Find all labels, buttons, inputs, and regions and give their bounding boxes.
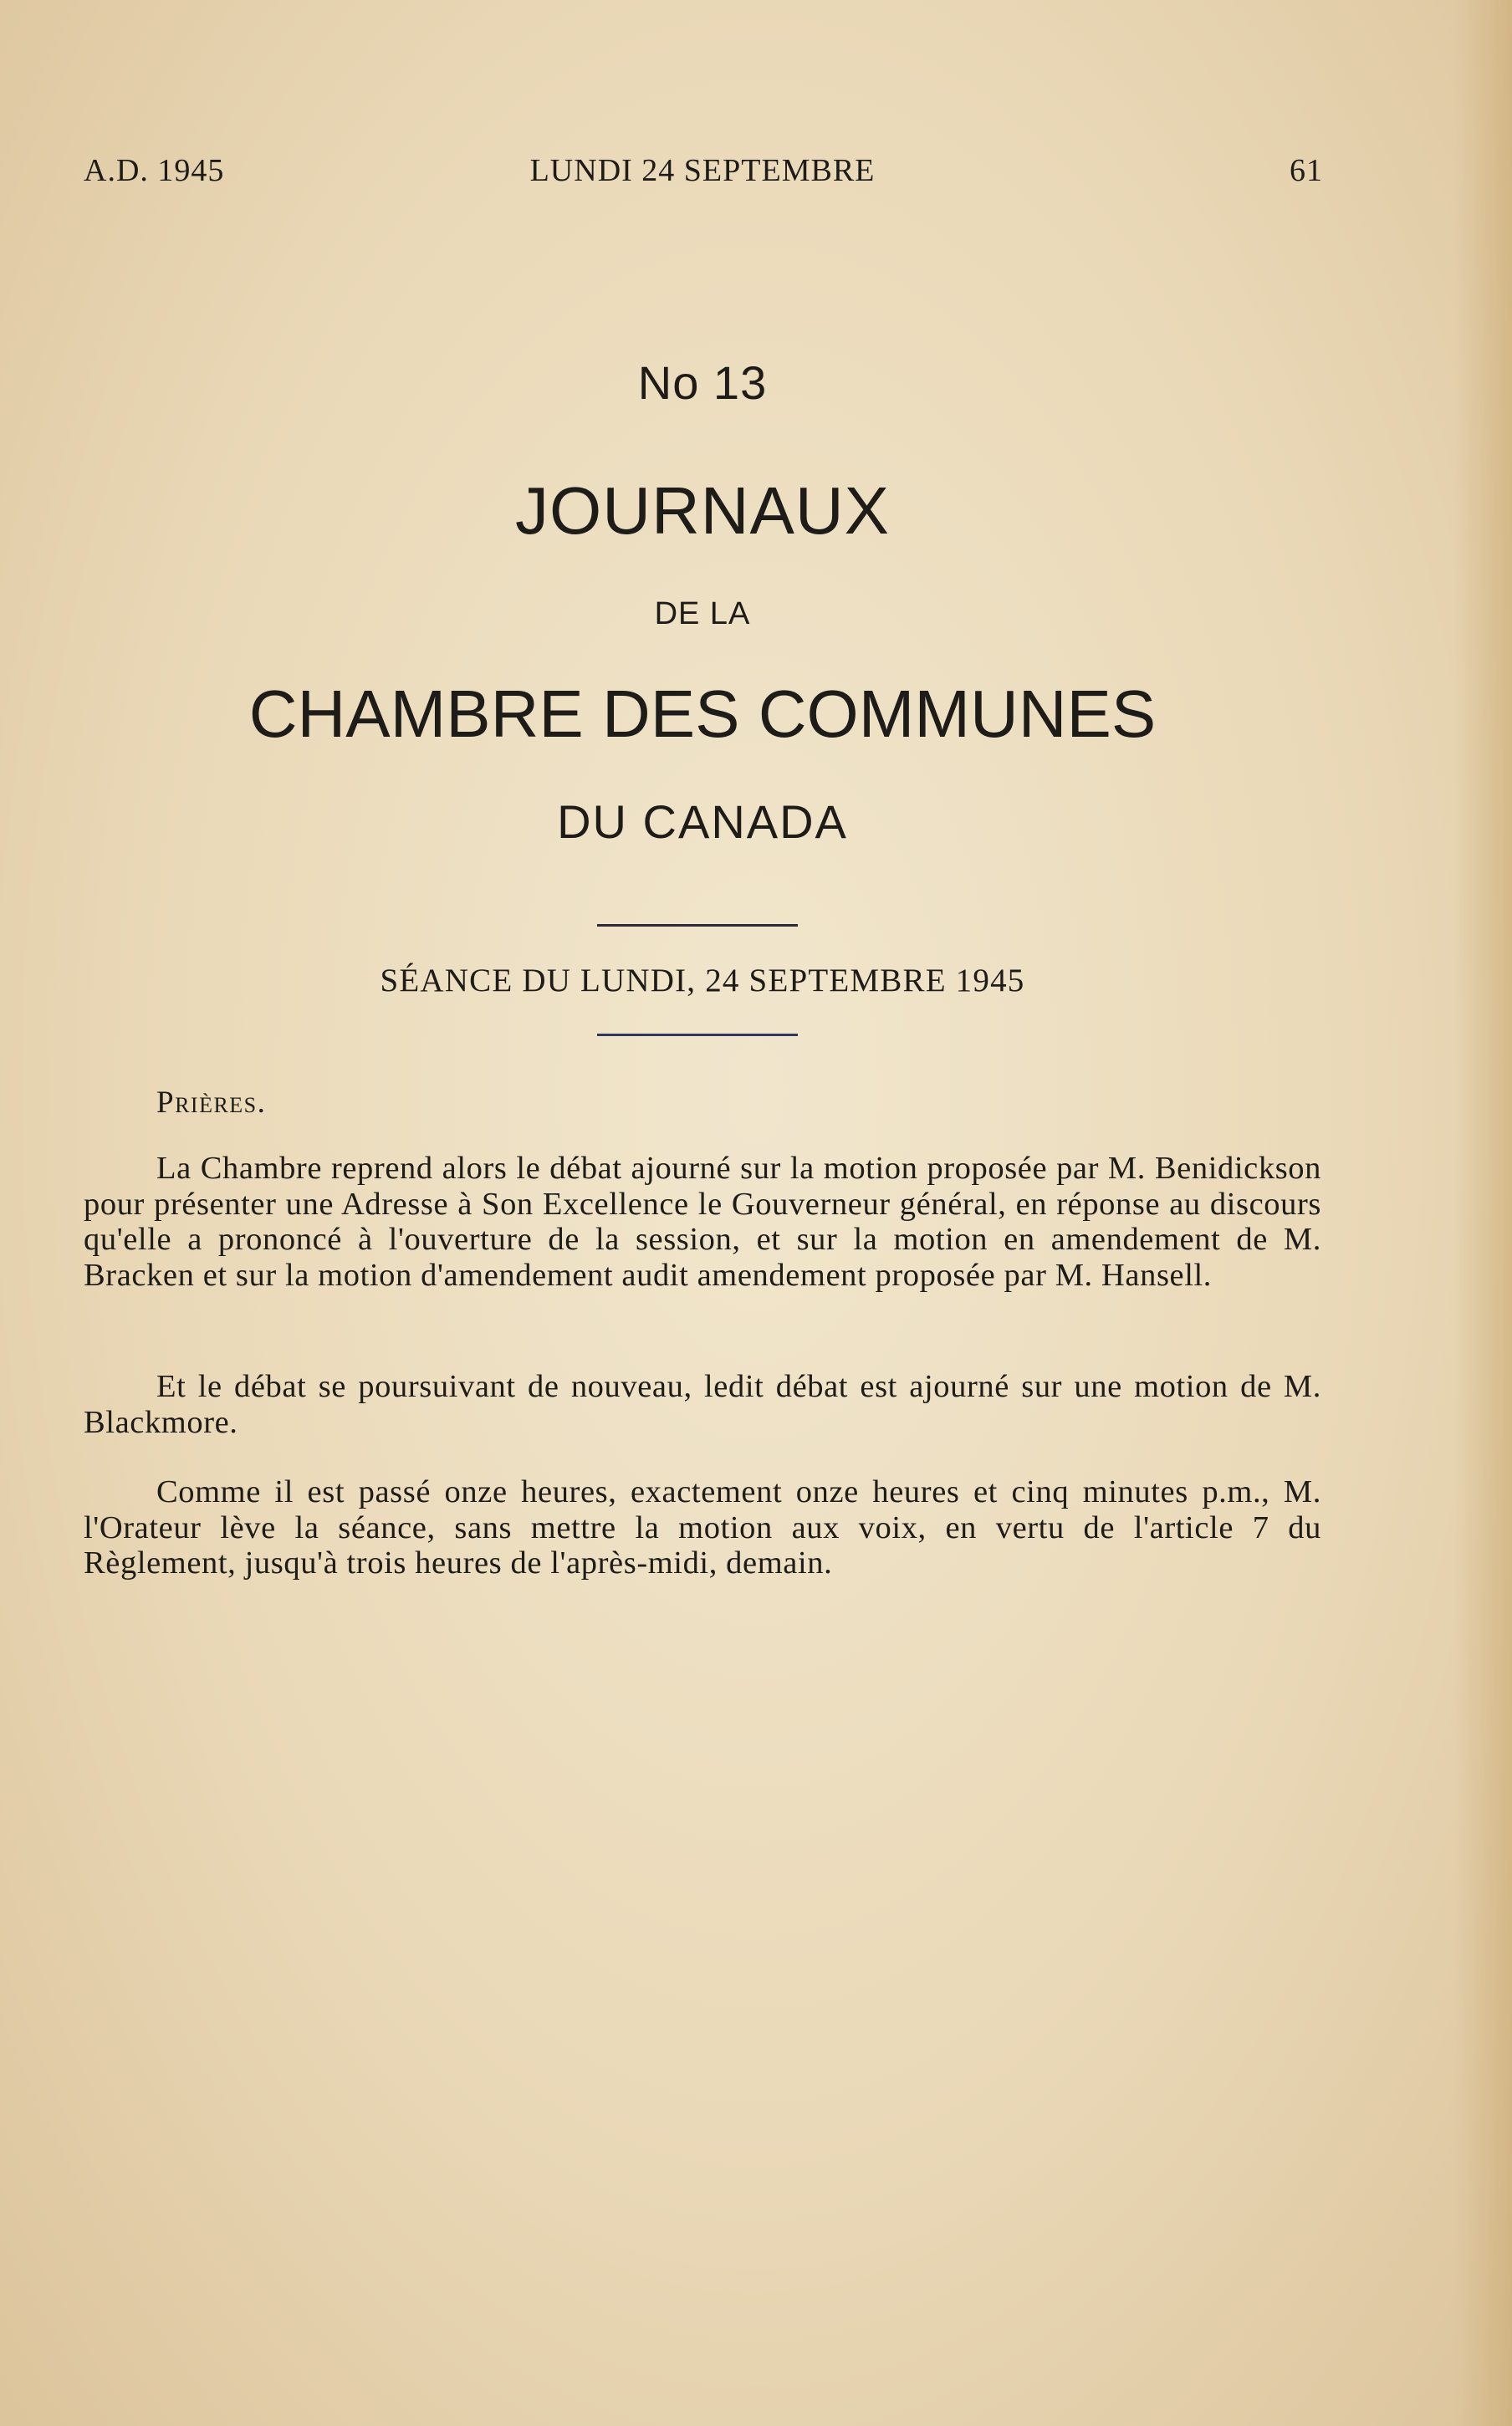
- title-chambre: CHAMBRE DES COMMUNES: [248, 677, 1157, 751]
- header-page-number: 61: [1290, 153, 1323, 188]
- paragraph-closing: Comme il est passé onze heures, exactement onze heures et cinq minutes p.m., M. l'Orateur lève la séance, sans mettre la motion aux voix, en vertu de l'article 7 du Règlement, jusqu'à trois heures de l'après-midi, demain.: [84, 1474, 1321, 1581]
- header-date: LUNDI 24 SEPTEMBRE: [529, 153, 876, 188]
- title-de-la: DE LA: [654, 596, 751, 631]
- issue-number: No 13: [637, 356, 768, 409]
- session-heading: SÉANCE DU LUNDI, 24 SEPTEMBRE 1945: [380, 963, 1025, 998]
- page-edge-shadow: [1453, 0, 1512, 2426]
- paragraph-debate: La Chambre reprend alors le débat ajourné sur la motion proposée par M. Benidickson pour présenter une Adresse à Son Excellence le Gouverneur général, en réponse au discours qu'elle a prononcé à l'ouverture de la session, et sur la motion en amendement de M. Bracken et sur la motion d'amendement audit amendement proposée par M. Hansell.: [84, 1151, 1321, 1293]
- prayers-heading: Prières.: [156, 1085, 267, 1120]
- header-year: A.D. 1945: [84, 153, 225, 188]
- title-canada: DU CANADA: [557, 795, 848, 848]
- divider-top: [597, 924, 798, 927]
- title-journaux: JOURNAUX: [514, 473, 891, 548]
- divider-bottom: [597, 1034, 798, 1036]
- paragraph-adjourned: Et le débat se poursuivant de nouveau, ledit débat est ajourné sur une motion de M. Blackmore.: [84, 1369, 1321, 1440]
